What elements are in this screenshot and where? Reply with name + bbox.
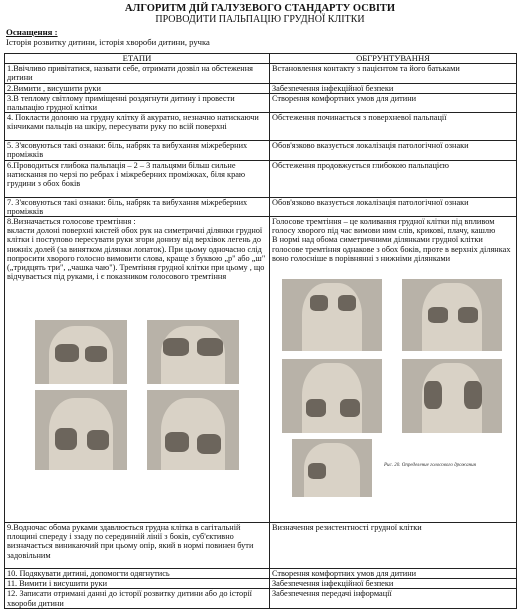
- reason-cell: Обов'язково вказується локалізація патологічної ознаки: [270, 197, 517, 216]
- algorithm-table: [4, 53, 517, 609]
- palpation-photo: [147, 390, 239, 470]
- palpation-photos-left: [7, 318, 267, 478]
- reason-8-text: Голосове тремтіння – це коливання грудної клітки під впливом голосу хворого під час вимови ним слів, крикові, плачу, кашлю В нормі над обома симетричними ділянками грудної клітки голосове тремтіння однакове з обох боків, проте в верхніх ділянках воно голосніше в порівнянні з нижніми ділянками: [272, 217, 511, 263]
- table-row: [5, 160, 517, 197]
- stage-cell: 2.Вимити , висушити руки: [5, 83, 270, 93]
- col-header-reasons: ОБГРУНТУВАННЯ: [270, 54, 517, 64]
- document-title: АЛГОРИТМ ДІЙ ГАЛУЗЕВОГО СТАНДАРТУ ОСВІТИ: [124, 3, 396, 14]
- palpation-photo: [35, 320, 127, 384]
- reason-cell: Визначення резистентності грудної клітки: [270, 523, 517, 569]
- stage-cell: 6.Проводиться глибока пальпація – 2 – 3 пальцями більш сильне натискання по черзі по ребрах і міжреберних проміжках, біля краю грудини з обох боків: [5, 160, 270, 197]
- reason-cell: Створення комфортних умов для дитини: [270, 93, 517, 112]
- stage-cell: 3.В теплому світлому приміщенні роздягнути дитину і провести пальпацію грудної клітки: [5, 93, 270, 112]
- table-row: [5, 579, 517, 589]
- reason-cell: Забезпечення передачі інформації: [270, 589, 517, 608]
- fremitus-photo: [402, 279, 502, 351]
- vocal-fremitus-figure: [272, 277, 514, 520]
- reason-cell: [270, 217, 517, 523]
- fremitus-photo: [292, 439, 372, 497]
- fremitus-photo: [282, 359, 382, 433]
- reason-cell: Обов'язково вказується локалізація патологічної ознаки: [270, 141, 517, 160]
- stage-cell: 4. Покласти долоню на грудну клітку й акуратно, незначно натискаючи кінчиками пальців на шкіру, пересувати руку по всій поверхні: [5, 113, 270, 141]
- table-row: [5, 589, 517, 608]
- equipment-label: Оснащення :: [6, 27, 58, 37]
- table-row: [5, 197, 517, 216]
- reason-cell: Забезпечення інфекційної безпеки: [270, 579, 517, 589]
- fremitus-photo: [402, 359, 502, 433]
- table-row: [5, 217, 517, 523]
- stage-cell: 10. Подякувати дитині, допомогти одягнутись: [5, 569, 270, 579]
- table-row: [5, 141, 517, 160]
- table-row: [5, 83, 517, 93]
- reason-cell: Обстеження починається з поверхневої пальпації: [270, 113, 517, 141]
- equipment-value: Історія розвитку дитини, історія хвороби дитини, ручка: [6, 37, 210, 47]
- document-subtitle: ПРОВОДИТИ ПАЛЬПАЦІЮ ГРУДНОЇ КЛІТКИ: [155, 14, 365, 25]
- stage-cell: 9.Водночас обома руками здавлюється грудна клітка в сагітальній площині спереду і ззаду по серединній лінії з боків, суб'єктивно визначається виникаючий при цьому опір, який в нормі повинен бути задовільним: [5, 523, 270, 569]
- figure-caption: Рис. 20. Определение голосового дрожания: [384, 463, 476, 469]
- stage-cell: 1.Ввічливо привітатися, назвати себе, отримати дозвіл на обстеження дитини: [5, 64, 270, 83]
- palpation-photo: [147, 320, 239, 384]
- stage-cell: 12. Записати отримані данні до історії розвитку дитини або до історії хвороби дитини: [5, 589, 270, 608]
- reason-cell: Створення комфортних умов для дитини: [270, 569, 517, 579]
- stage-cell: 7. З'ясовуються такі ознаки: біль, набряк та вибухання міжреберних проміжків: [5, 197, 270, 216]
- reason-cell: Забезпечення інфекційної безпеки: [270, 83, 517, 93]
- table-row: [5, 64, 517, 83]
- table-row: [5, 523, 517, 569]
- reason-cell: Встановлення контакту з пацієнтом та його батьками: [270, 64, 517, 83]
- stage-cell: 11. Вимити і висушити руки: [5, 579, 270, 589]
- table-row: [5, 113, 517, 141]
- stage-8-text: 8.Визначається голосове тремтіння : вкласти долоні поверхні кистей обох рук на симетричні ділянки грудної клітки і поступово пересувати руки згори донизу від верхівок легень до нижніх долей (за винятком ділянки лопаток). При цьому одночасно слід попросити хворого голосно вимовити слова, краще з буквою „р" або „ш" („тридцять три", „чашка чаю"). Тремтіння грудної клітки при цьому , що відчувається під руками, і є показником голосового тремтіння: [7, 217, 266, 282]
- table-row: [5, 569, 517, 579]
- stage-cell: 5. З'ясовуються такі ознаки: біль, набряк та вибухання міжреберних проміжків: [5, 141, 270, 160]
- table-header-row: [5, 54, 517, 64]
- palpation-photo: [35, 390, 127, 470]
- col-header-stages: ЕТАПИ: [5, 54, 270, 64]
- table-row: [5, 93, 517, 112]
- reason-cell: Обстеження продовжується глибокою пальпацією: [270, 160, 517, 197]
- stage-cell: [5, 217, 270, 523]
- fremitus-photo: [282, 279, 382, 351]
